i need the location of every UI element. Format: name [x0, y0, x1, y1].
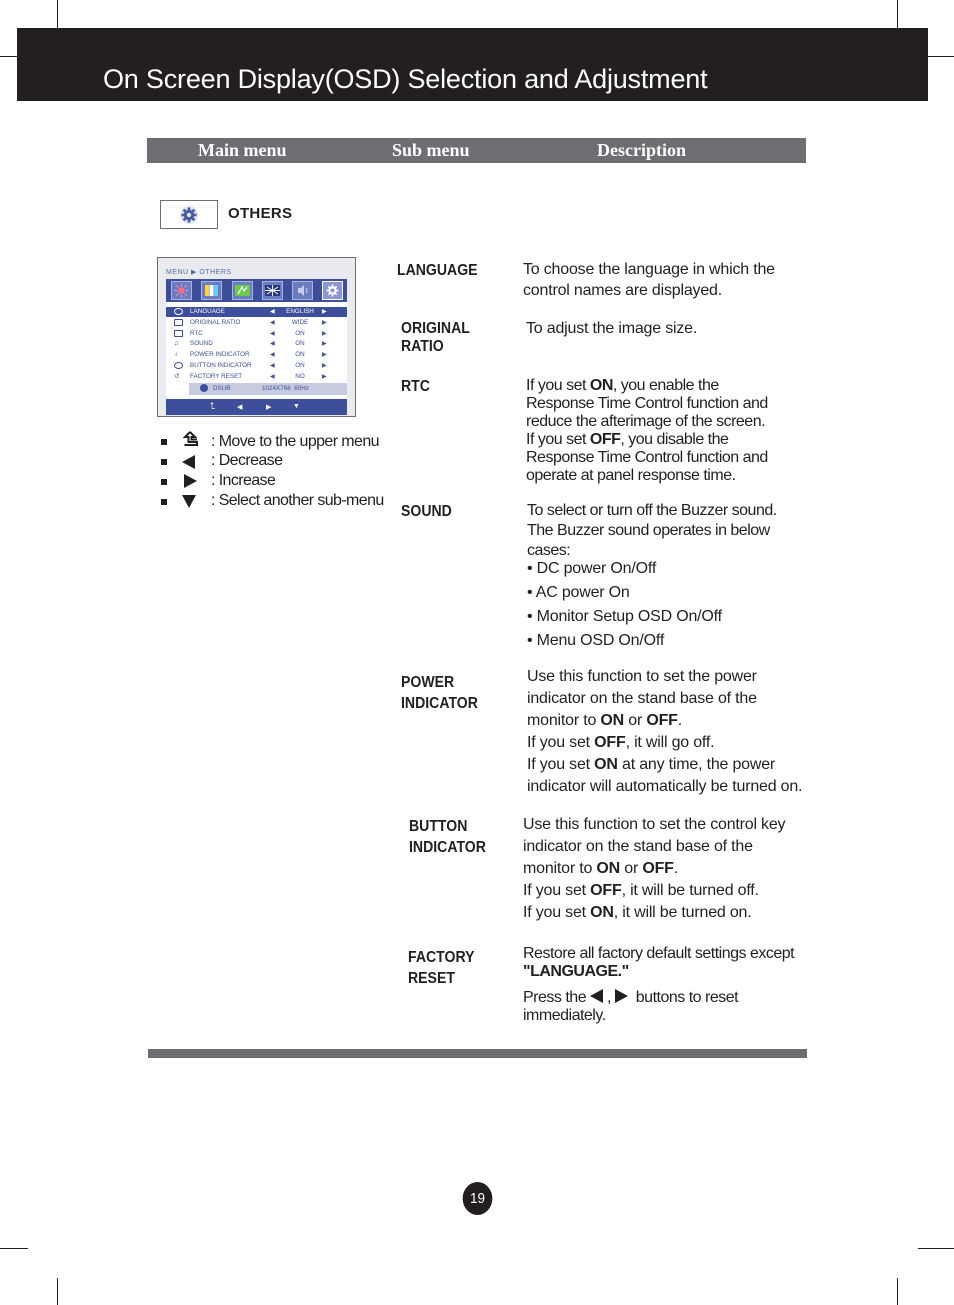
osd-tab-tracking	[262, 281, 283, 300]
left-arrow-icon: ◀	[270, 330, 275, 337]
osd-tab-picture	[171, 281, 192, 300]
right-arrow-icon: ▶	[322, 373, 327, 380]
input-icon	[200, 384, 208, 392]
display-icon	[233, 282, 252, 299]
list-item: • DC power On/Off	[527, 560, 657, 577]
left-arrow-icon: ◀	[237, 404, 243, 411]
crop-mark	[918, 1248, 954, 1249]
osd-tab-display	[232, 281, 253, 300]
column-sub-menu: Sub menu	[392, 140, 470, 160]
legend-bullet	[161, 459, 167, 465]
osd-row-factory-reset: ↺ FACTORY RESET ◀ NO ▶	[174, 372, 327, 380]
sun-icon	[172, 282, 191, 299]
osd-row-button-indicator: BUTTON INDICATOR ◀ ON ▶	[166, 361, 347, 371]
osd-tab-color	[201, 281, 222, 300]
legend-bullet	[161, 499, 167, 505]
sub-menu-button-indicator: BUTTON INDICATOR	[409, 818, 486, 856]
osd-tab-bar	[166, 279, 347, 302]
reset-icon: ↺	[174, 372, 180, 380]
left-arrow-icon: ◀	[270, 320, 275, 326]
others-label: OTHERS	[228, 205, 293, 222]
list-item: • Monitor Setup OSD On/Off	[527, 608, 722, 625]
left-arrow-icon: ◀	[270, 309, 275, 315]
crop-mark	[897, 1278, 898, 1305]
right-arrow-icon: ▶	[322, 309, 327, 315]
ratio-icon	[174, 319, 183, 326]
legend-select-submenu: : Select another sub-menu	[211, 492, 384, 509]
legend-bullet	[161, 439, 167, 445]
bottom-bar	[148, 1049, 807, 1058]
globe-icon	[174, 308, 183, 315]
list-item: • AC power On	[527, 584, 630, 601]
osd-resolution: 1024X768 60Hz	[262, 385, 309, 392]
sound-cases-list	[527, 557, 722, 653]
left-triangle-icon	[182, 455, 195, 473]
left-arrow-icon: ◀	[270, 373, 275, 380]
sub-menu-power-indicator: POWER INDICATOR	[401, 674, 478, 712]
sub-menu-original-ratio: ORIGINAL RATIO	[401, 320, 470, 355]
left-arrow-icon: ◀	[270, 341, 275, 347]
gear-icon	[161, 201, 217, 228]
column-main-menu: Main menu	[198, 140, 287, 160]
right-arrow-icon: ▶	[322, 320, 327, 326]
osd-input-source: DSUB	[213, 385, 231, 392]
button-icon	[174, 362, 183, 369]
column-description: Description	[597, 140, 686, 160]
crop-mark	[0, 56, 17, 57]
desc-factory-reset: Restore all factory default settings except "LANGUAGE."	[523, 945, 795, 980]
left-triangle-icon	[590, 989, 603, 1003]
osd-row-rtc: RTC ◀ ON ▶	[166, 329, 347, 339]
legend-upper-menu: : Move to the upper menu	[211, 433, 379, 450]
osd-row-sound: ♫ SOUND ◀ ON ▶	[174, 340, 327, 347]
left-arrow-icon: ◀	[270, 351, 275, 358]
speaker-icon	[293, 282, 312, 299]
desc-power-indicator: Use this function to set the power indicator on the stand base of the monitor to ON or OFF. If you set OFF, it will go off. If you set ON at any time, the power indicator will automatically be turned on.	[527, 668, 803, 795]
left-arrow-icon: ◀	[270, 363, 275, 369]
tracking-icon	[263, 282, 282, 299]
music-note-icon: ♫	[174, 340, 179, 347]
osd-row-power-indicator: ♁ POWER INDICATOR ◀ ON ▶	[174, 350, 327, 358]
rtc-icon	[174, 330, 183, 337]
sub-menu-language: LANGUAGE	[397, 262, 478, 279]
page-title: On Screen Display(OSD) Selection and Adjustment	[103, 64, 708, 94]
crop-mark	[928, 56, 954, 57]
osd-tab-others	[322, 281, 343, 300]
crop-mark	[0, 1248, 28, 1249]
desc-sound: To select or turn off the Buzzer sound. The Buzzer sound operates in below cases:	[527, 502, 777, 559]
desc-language: To choose the language in which the control names are displayed.	[523, 261, 775, 299]
down-arrow-icon: ▼	[293, 403, 300, 410]
return-arrow-icon: ⮤	[210, 401, 216, 411]
legend-bullet	[161, 479, 167, 485]
osd-tab-sound	[292, 281, 313, 300]
crop-mark	[897, 0, 898, 28]
sub-menu-rtc: RTC	[401, 378, 430, 395]
others-icon-box	[160, 200, 218, 229]
right-triangle-icon	[184, 474, 197, 492]
gear-icon	[323, 282, 342, 299]
lightbulb-icon: ♁	[174, 350, 179, 358]
desc-factory-reset-press: Press the , buttons to reset immediately.	[523, 989, 739, 1024]
return-arrow-icon	[181, 431, 199, 452]
sub-menu-sound: SOUND	[401, 503, 452, 520]
desc-rtc: If you set ON, you enable the Response Time Control function and reduce the afterimage of the screen. If you set OFF, you disable the Response Time Control function and operate at panel response time.	[526, 377, 768, 484]
crop-mark	[57, 1278, 58, 1305]
right-triangle-icon	[615, 989, 628, 1003]
osd-breadcrumb: MENU ▶ OTHERS	[166, 269, 232, 276]
legend-decrease: : Decrease	[211, 452, 283, 469]
desc-original-ratio: To adjust the image size.	[526, 320, 698, 337]
down-triangle-icon	[182, 495, 196, 513]
right-arrow-icon: ▶	[322, 363, 327, 369]
color-bars-icon	[202, 282, 221, 299]
right-arrow-icon: ▶	[322, 330, 327, 337]
crop-mark	[57, 0, 58, 28]
right-arrow-icon: ▶	[266, 404, 272, 411]
desc-button-indicator: Use this function to set the control key indicator on the stand base of the monitor to ON or OFF. If you set OFF, it will be turned off. If you set ON, it will be turned on.	[523, 816, 786, 921]
osd-status-bar	[189, 383, 347, 395]
osd-nav-bar	[166, 399, 347, 415]
right-arrow-icon: ▶	[322, 341, 327, 347]
osd-row-language: LANGUAGE ◀ ENGLISH ▶	[166, 307, 347, 317]
page-number: 19	[463, 1182, 493, 1215]
right-arrow-icon: ▶	[322, 351, 327, 358]
sub-menu-factory-reset: FACTORY RESET	[408, 949, 475, 987]
osd-row-original-ratio: ORIGINAL RATIO ◀ WIDE ▶	[166, 318, 347, 328]
legend-increase: : Increase	[211, 472, 276, 489]
list-item: • Menu OSD On/Off	[527, 632, 665, 649]
